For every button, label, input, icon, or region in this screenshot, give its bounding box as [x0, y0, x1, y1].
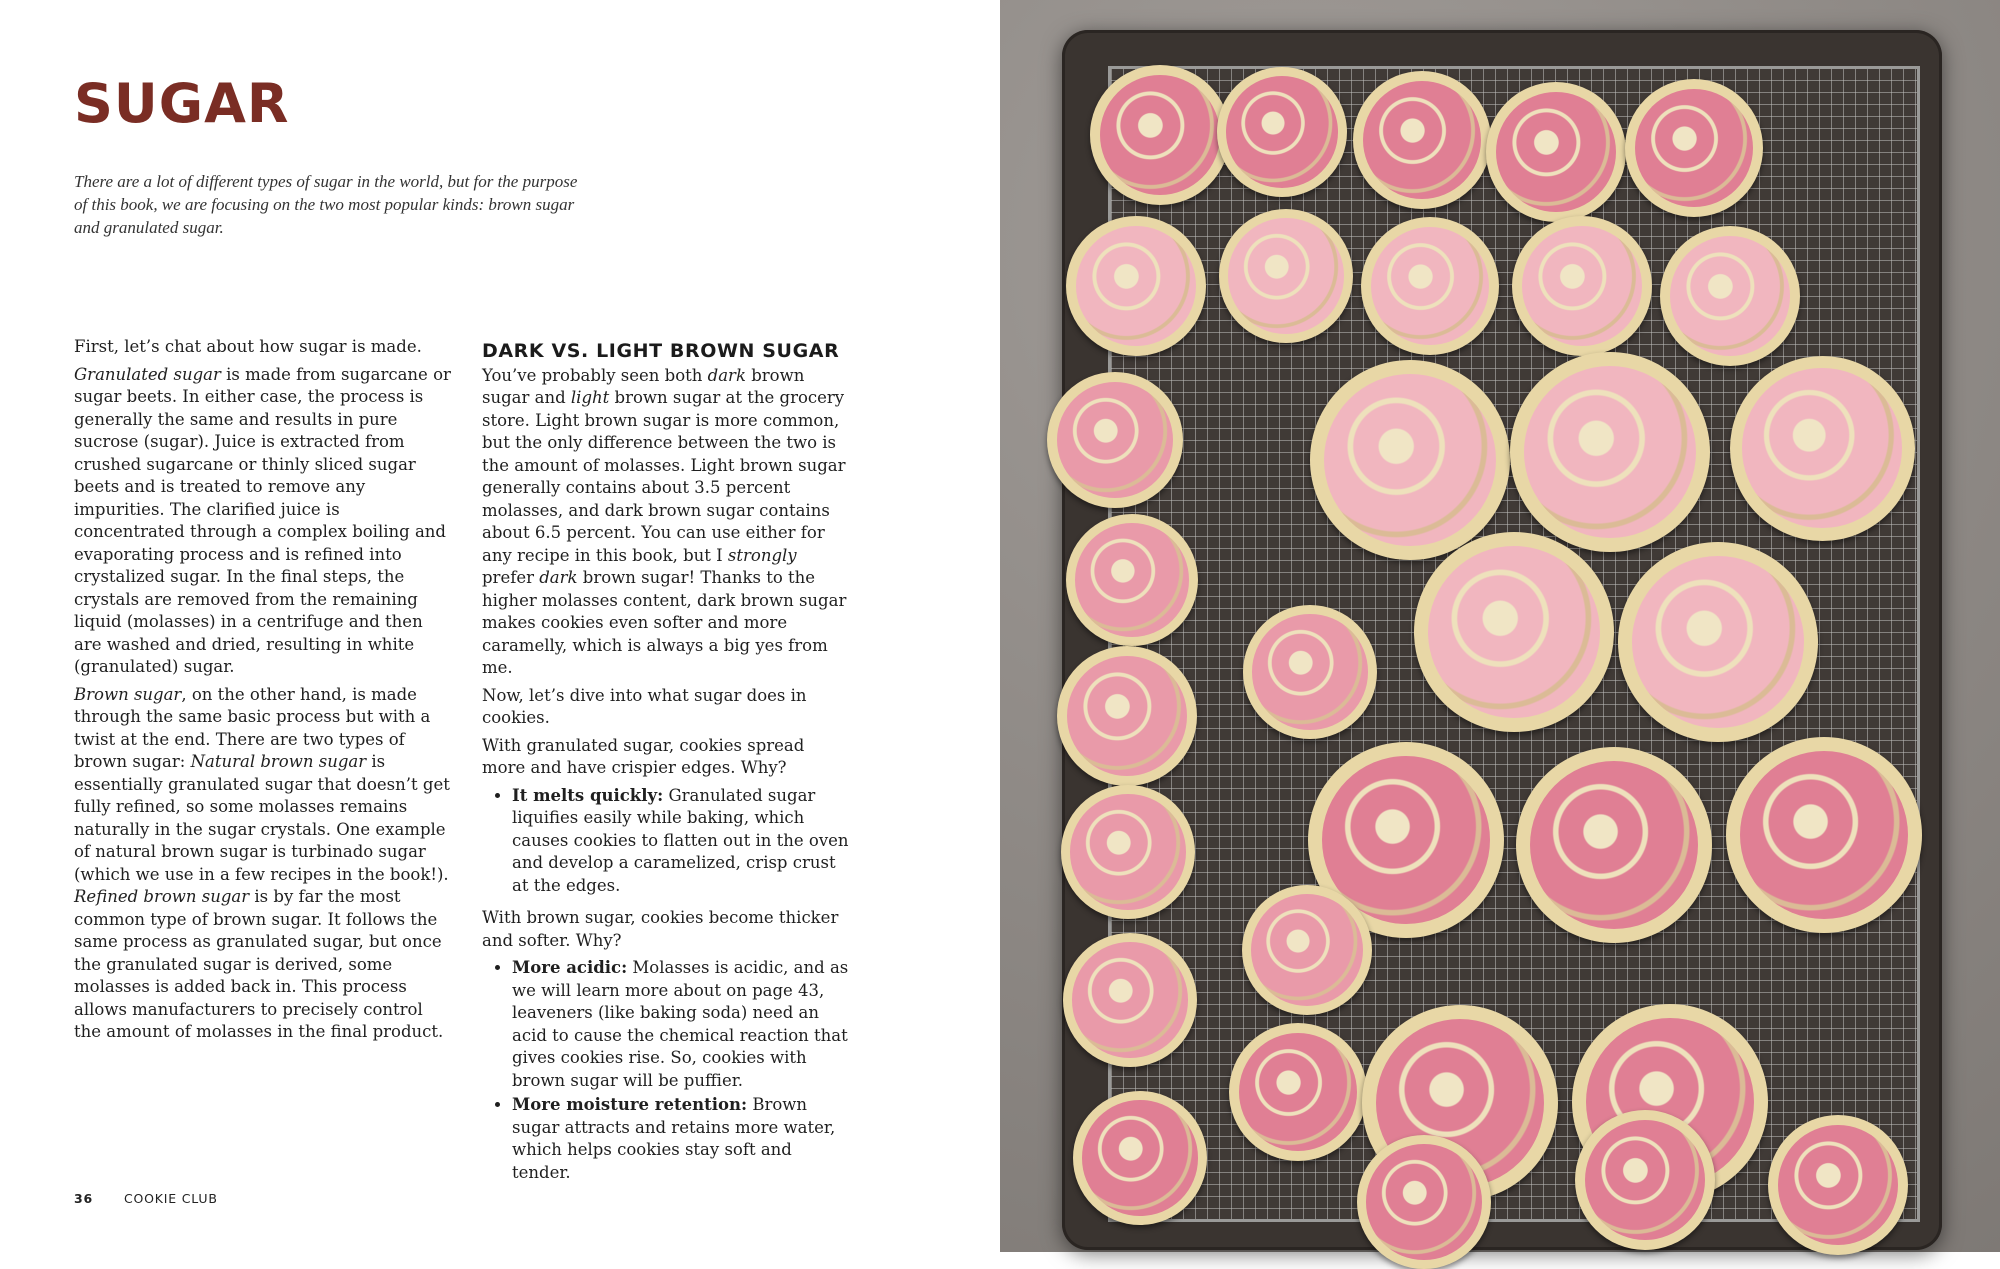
paragraph: First, let’s chat about how sugar is made.	[74, 337, 422, 356]
cookie	[1730, 356, 1915, 541]
frosting	[1742, 368, 1901, 527]
cookie	[1361, 217, 1499, 355]
paragraph-text: brown sugar! Thanks to the higher molasses content, dark brown sugar makes cookies even softer and more caramelly, which is always a big yes from me.	[482, 568, 847, 677]
cookie	[1625, 79, 1763, 217]
cookie	[1047, 372, 1183, 508]
frosting	[1072, 942, 1187, 1057]
emphasis: light	[570, 388, 610, 407]
frosting	[1239, 1033, 1358, 1152]
paragraph-text: is by far the most common type of brown sugar. It follows the same process as granulated sugar, but once the granulated sugar is derived, some molasses is added back in. This process allows manufacturers to precisely control the amount of molasses in the final product.	[74, 887, 444, 1041]
cookie	[1066, 216, 1206, 356]
frosting	[1067, 656, 1187, 776]
page-number: 36	[74, 1191, 93, 1206]
bullet-label: More moisture retention:	[512, 1095, 748, 1114]
paragraph-text: is made from sugarcane or sugar beets. In either case, the process is generally the same and results in pure sucrose (sugar). Juice is extracted from crushed sugarcane or thinly sliced sugar beets and is treated to remove any impurities. The clarified juice is concentrated through a complex boiling and evaporating process and is refined into crystalized sugar. In the final steps, the crystals are removed from the remaining liquid (molasses) in a centrifuge and then are washed and dried, resulting in white (granulated) sugar.	[74, 364, 451, 676]
bullet-item	[512, 785, 852, 898]
frosting	[1076, 226, 1196, 346]
frosting	[1530, 761, 1699, 930]
frosting	[1522, 226, 1642, 346]
emphasis: Natural brown sugar	[190, 752, 367, 771]
cookie	[1486, 82, 1626, 222]
cookie	[1618, 542, 1818, 742]
cookie	[1063, 933, 1197, 1067]
bullet-label: More acidic:	[512, 958, 628, 977]
cookie	[1090, 65, 1230, 205]
frosting	[1635, 89, 1754, 208]
paragraph	[74, 684, 454, 1044]
paragraph-text: brown sugar at the grocery store. Light brown sugar is more common, but the only difference between the two is the amount of molasses. Light brown sugar generally contains about 3.5 percent molasses, and dark brown sugar contains about 6.5 percent. You can use either for any recipe in this book, but I	[482, 388, 846, 565]
cookie	[1066, 514, 1198, 646]
frosting	[1070, 794, 1185, 909]
cookie	[1229, 1023, 1367, 1161]
cookie	[1660, 226, 1800, 366]
left-page	[0, 0, 1000, 1252]
cookie	[1061, 785, 1195, 919]
paragraph-text: is essentially granulated sugar that doesn’t get fully refined, so some molasses remains naturally in the sugar crystals. One example of natural brown sugar is turbinado sugar (which we use in a few recipes in the book!).	[74, 752, 450, 884]
cookie	[1217, 67, 1347, 197]
bullet-text: Molasses is acidic, and as we will learn more about on page 43, leaveners (like baking soda) need an acid to cause the chemical reaction that gives cookies rise. So, cookies with brown sugar will be puffier.	[512, 958, 849, 1090]
bullet-item	[512, 957, 852, 1092]
emphasis: Granulated sugar	[74, 364, 221, 384]
page-title: SUGAR	[74, 72, 290, 135]
cookie	[1353, 71, 1491, 209]
cookie	[1057, 646, 1197, 786]
frosting	[1670, 236, 1790, 356]
cookie	[1768, 1115, 1908, 1255]
frosting	[1226, 76, 1338, 188]
frosting	[1585, 1120, 1705, 1240]
emphasis: Brown sugar	[74, 684, 182, 704]
running-head: COOKIE CLUB	[124, 1191, 218, 1206]
paragraph: With granulated sugar, cookies spread more and have crispier edges. Why?	[482, 735, 805, 777]
cookie	[1512, 216, 1652, 356]
cookie	[1242, 885, 1372, 1015]
cookie	[1516, 747, 1712, 943]
bullet-list	[482, 957, 852, 1184]
frosting	[1324, 374, 1496, 546]
frosting	[1075, 523, 1189, 637]
paragraph	[74, 364, 454, 679]
frosting	[1082, 1100, 1197, 1215]
frosting	[1740, 751, 1909, 920]
bullet-list	[482, 785, 852, 898]
text-column-right	[482, 336, 852, 1194]
cookie-photo	[1000, 0, 2000, 1252]
cookie	[1510, 352, 1710, 552]
paragraph-text: prefer	[482, 568, 540, 587]
section-heading: DARK VS. LIGHT BROWN SUGAR	[482, 340, 840, 362]
frosting	[1057, 382, 1174, 499]
cookie	[1575, 1110, 1715, 1250]
frosting	[1778, 1125, 1898, 1245]
frosting	[1251, 894, 1363, 1006]
intro-text: There are a lot of different types of sugar in the world, but for the purpose of this book, we are focusing on the two most popular kinds: brown sugar and granulated sugar.	[74, 172, 578, 237]
cookie	[1243, 605, 1377, 739]
frosting	[1252, 614, 1367, 729]
paragraph-text: , on the other hand, is made through the same basic process but with a twist at the end. There are two types of brown sugar:	[74, 684, 431, 771]
frosting	[1366, 1144, 1481, 1259]
frosting	[1363, 81, 1482, 200]
paragraph: Now, let’s dive into what sugar does in cookies.	[482, 685, 807, 727]
frosting	[1496, 92, 1616, 212]
emphasis: dark	[707, 365, 746, 385]
frosting	[1371, 227, 1490, 346]
cookie	[1219, 209, 1353, 343]
bullet-item	[512, 1094, 852, 1184]
frosting	[1100, 75, 1220, 195]
bullet-label: It melts quickly:	[512, 785, 664, 805]
frosting	[1428, 546, 1600, 718]
emphasis: dark	[539, 568, 578, 587]
emphasis: Refined brown sugar	[74, 887, 250, 906]
bullet-text: Brown sugar attracts and retains more water, which helps cookies stay soft and tender.	[512, 1095, 836, 1182]
paragraph-text: brown sugar and	[482, 365, 805, 407]
cookie	[1310, 360, 1510, 560]
paragraph	[482, 365, 852, 680]
text-column-left	[74, 336, 454, 1049]
cookie	[1414, 532, 1614, 732]
cookie	[1726, 737, 1922, 933]
cookie	[1073, 1091, 1207, 1225]
paragraph-text: You’ve probably seen both	[482, 365, 708, 385]
paragraph: With brown sugar, cookies become thicker and softer. Why?	[482, 908, 839, 950]
frosting	[1228, 218, 1343, 333]
cookie	[1357, 1135, 1491, 1269]
frosting	[1524, 366, 1696, 538]
emphasis: strongly	[727, 545, 797, 565]
bullet-text: Granulated sugar liquifies easily while baking, which causes cookies to flatten out in the oven and develop a caramelized, crisp crust at the edges.	[512, 785, 849, 895]
frosting	[1632, 556, 1804, 728]
